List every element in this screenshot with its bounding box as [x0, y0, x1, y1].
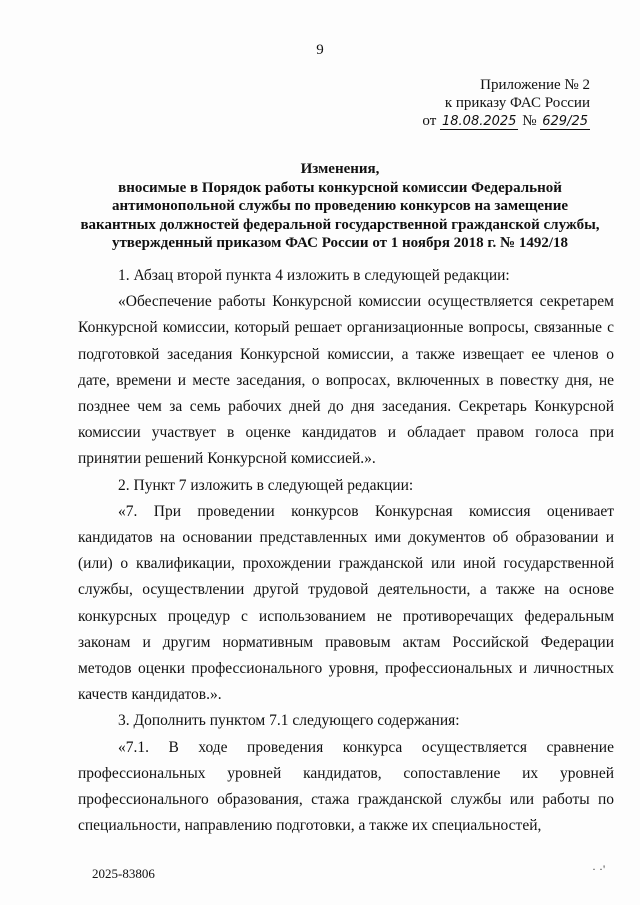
title-line-1: Изменения, [300, 161, 380, 177]
paragraph-item-1: 1. Абзац второй пункта 4 изложить в следующей редакции: [118, 267, 510, 284]
appendix-header [370, 76, 590, 130]
document-code: 2025-83806 [92, 866, 155, 881]
paragraph-quote-3: «7.1. В ходе проведения конкурса осуществляется сравнение профессиональных уровней кандидатов, сопоставление их уровней профессионального образования, стажа гражданской службы или работы по специальности, направлению подготовки, а также их специальностей, [78, 738, 614, 835]
paragraph-item-2: 2. Пункт 7 изложить в следующей редакции: [118, 476, 414, 494]
title-line-2: вносимые в Порядок работы конкурсной комиссии Федеральной [118, 179, 562, 196]
paragraph-quote-2: «7. При проведении конкурсов Конкурсная комиссия оценивает кандидатов на основании представленных ими документов об образовании и (или) о квалификации, прохождении гражданской или иной государственной службы, осуществлении другой трудовой деятельности, а также на основе конкурсных процедур с использованием не противоречащих федеральным законам и другим нормативным правовым актам Российской Федерации методов оценки профессионального уровня, профессиональных и личностных качеств кандидатов.». [78, 502, 614, 704]
title-line-3: антимонопольной службы по проведению конкурсов на замещение [111, 198, 569, 214]
document-title [60, 160, 620, 253]
handwritten-number: 629/25 [542, 114, 588, 129]
paragraph-item-3: 3. Дополнить пунктом 7.1 следующего содержания: [118, 712, 460, 730]
appendix-date-number [370, 112, 590, 130]
title-line-4: вакантных должностей федеральной государственной гражданской службы, [80, 216, 600, 233]
date-prefix: от [422, 113, 437, 129]
appendix-order-ref: к приказу ФАС России [444, 95, 590, 111]
paragraph-quote-1: «Обеспечение работы Конкурсной комиссии осуществляется секретарем Конкурсной комиссии, который решает организационные вопросы, связанные с подготовкой заседания Конкурсной комиссии, а также извещает ее членов о дате, времени и месте заседания, о вопросах, включенных в повестку дня, не позднее чем за семь рабочих дней до дня заседания. Секретарь Конкурсной комиссии участвует в оценке кандидатов и обладает правом голоса при принятии решений Конкурсной комиссией.». [78, 293, 614, 468]
number-prefix: № [522, 113, 537, 129]
title-line-5: утвержденный приказом ФАС России от 1 ноября 2018 г. № 1492/18 [111, 235, 569, 251]
appendix-title: Приложение № 2 [480, 77, 590, 93]
handwritten-date: 18.08.2025 [442, 114, 517, 129]
footer-mark: · ·' [592, 862, 606, 876]
page-number: 9 [316, 42, 324, 58]
document-body [78, 263, 614, 839]
